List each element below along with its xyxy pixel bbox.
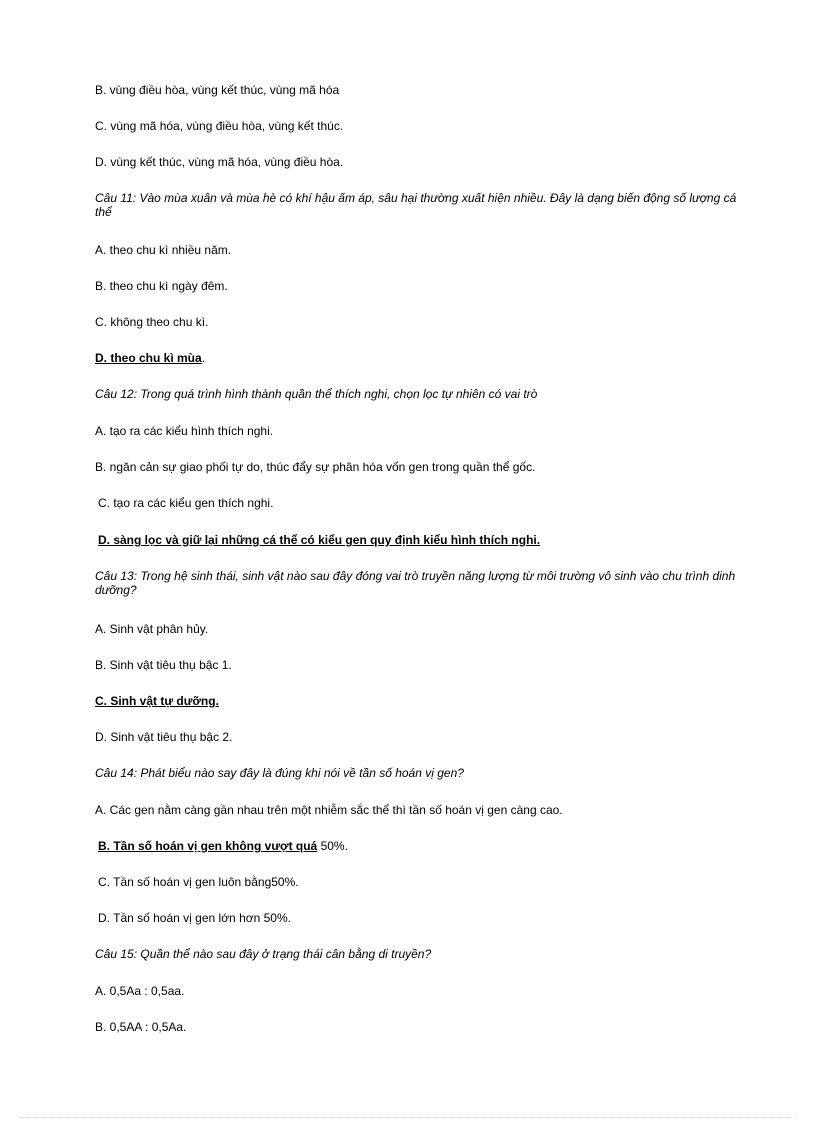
- option-10b: B. vùng điều hòa, vùng kết thúc, vùng mã hóa: [95, 83, 340, 97]
- option-10d: D. vùng kết thúc, vùng mã hóa, vùng điều hòa.: [95, 155, 344, 169]
- question-12: Câu 12: Trong quá trình hình thành quần thể thích nghi, chọn lọc tự nhiên có vai trò: [95, 387, 538, 401]
- option-13d: D. Sinh vật tiêu thụ bậc 2.: [95, 730, 233, 744]
- option-11d-answer: [95, 351, 745, 365]
- question-13: Câu 13: Trong hệ sinh thái, sinh vật nào sau đây đóng vai trò truyền năng lượng từ môi trường vô sinh vào chu trình dinh dưỡng?: [95, 569, 736, 597]
- answer-suffix: 50%.: [317, 839, 348, 853]
- answer-text: B. Tần số hoán vị gen không vượt quá: [98, 839, 318, 853]
- option-12c: C. tạo ra các kiểu gen thích nghi.: [98, 496, 274, 510]
- option-14a: A. Các gen nằm càng gần nhau trên một nhiễm sắc thể thì tần số hoán vị gen càng cao.: [95, 803, 563, 817]
- option-15b: B. 0,5AA : 0,5Aa.: [95, 1020, 187, 1034]
- option-11a: A. theo chu kì nhiều năm.: [95, 243, 232, 257]
- answer-text: D. theo chu kì mùa: [95, 351, 202, 365]
- option-12a: A. tạo ra các kiểu hình thích nghi.: [95, 424, 274, 438]
- question-11: Câu 11: Vào mùa xuân và mùa hè có khí hậu ấm áp, sâu hại thường xuất hiện nhiều. Đây là dạng biến động số lượng cá thể: [95, 191, 737, 219]
- option-13a: A. Sinh vật phân hủy.: [95, 622, 209, 636]
- question-15: Câu 15: Quần thể nào sau đây ở trạng thái cân bằng di truyền?: [95, 947, 432, 961]
- answer-suffix: .: [201, 351, 206, 365]
- option-11b: B. theo chu kì ngày đêm.: [95, 279, 228, 293]
- option-14b-answer: [98, 839, 748, 853]
- option-14d: D. Tần số hoán vị gen lớn hơn 50%.: [98, 911, 291, 925]
- option-10c: C. vùng mã hóa, vùng điều hòa, vùng kết thúc.: [95, 119, 344, 133]
- option-12d-answer: D. sàng lọc và giữ lại những cá thể có kiểu gen quy định kiểu hình thích nghi.: [98, 533, 541, 547]
- option-12b: B. ngăn cản sự giao phối tự do, thúc đẩy sự phân hóa vốn gen trong quần thể gốc.: [95, 460, 536, 474]
- option-14c: C. Tần số hoán vị gen luôn bằng50%.: [98, 875, 299, 889]
- question-14: Câu 14: Phát biểu nào say đây là đúng khi nói về tần số hoán vị gen?: [95, 766, 464, 780]
- option-13c-answer: C. Sinh vật tự dưỡng.: [95, 694, 219, 708]
- page-bottom-divider: [20, 1117, 796, 1118]
- option-11c: C. không theo chu kì.: [95, 315, 209, 329]
- option-15a: A. 0,5Aa : 0,5aa.: [95, 984, 185, 998]
- option-13b: B. Sinh vật tiêu thụ bậc 1.: [95, 658, 232, 672]
